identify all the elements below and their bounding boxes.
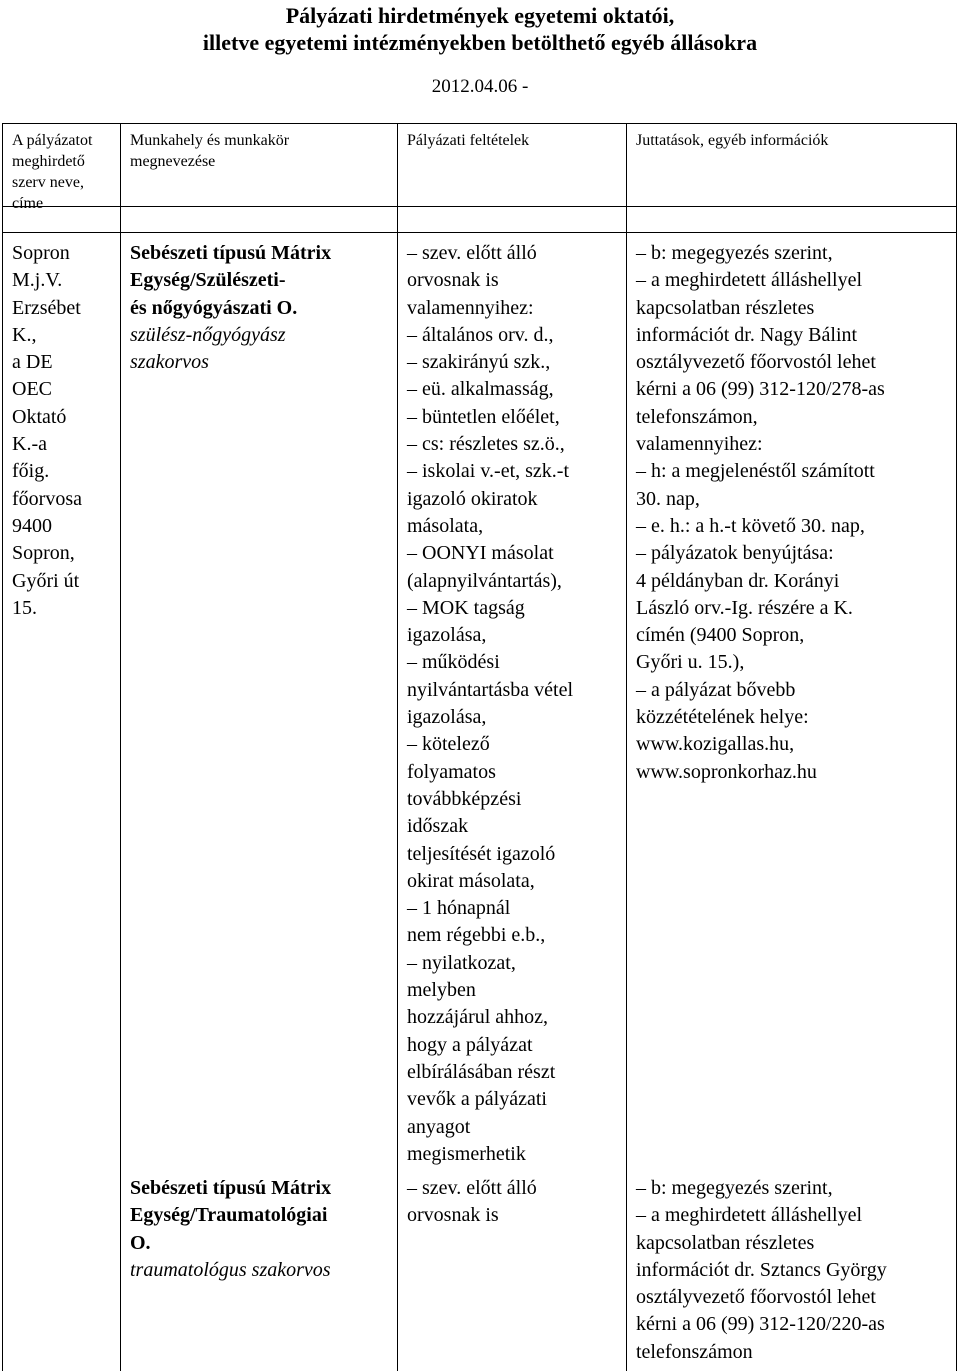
condition-line: – általános orv. d., [407, 323, 554, 346]
benefit-line: – b: megegyezés szerint, [636, 242, 833, 264]
conditions-cell-1 [407, 240, 573, 1168]
condition-line: orvosnak is [407, 269, 499, 292]
header-col-workplace: Munkahely és munkakör megnevezése [130, 132, 290, 170]
condition-line: – kötelező [407, 733, 490, 756]
benefit-line: telefonszámon [636, 1340, 753, 1363]
condition-line: – nyilatkozat, [407, 951, 516, 974]
condition-line: – 1 hónapnál [407, 897, 511, 920]
condition-line: – OONYI másolat [407, 542, 554, 565]
column-divider-2 [397, 123, 398, 1371]
organizer-line: Sopron, [12, 542, 75, 565]
condition-line: teljesítését igazoló [407, 842, 556, 865]
condition-line: igazolása, [407, 624, 487, 647]
organizer-cell [12, 240, 82, 622]
benefit-line: – a meghirdetett álláshellyel [636, 269, 863, 292]
condition-line: nyilvántartásba vétel [407, 678, 574, 701]
benefit-line: – h: a megjelenéstől számított [636, 460, 875, 483]
organizer-line: főig. [12, 460, 50, 483]
benefit-line: információt dr. Sztancs György [636, 1258, 887, 1281]
condition-line: – MOK tagság [407, 596, 525, 619]
condition-line: időszak [407, 815, 469, 838]
benefit-line: valamennyihez: [636, 433, 763, 456]
workplace-cell-2: Sebészeti típusú Mátrix Egység/Traumatológiai O. traumatológus szakorvos [130, 1177, 332, 1281]
condition-line: – iskolai v.-et, szk.-t [407, 460, 570, 483]
organizer-line: főorvosa [12, 487, 82, 510]
header-col-benefits: Juttatások, egyéb információk [636, 132, 829, 149]
benefits-cell-1 [636, 240, 885, 786]
benefit-line: – a pályázat bővebb [636, 678, 796, 701]
condition-line: – büntetlen előélet, [407, 405, 560, 428]
benefit-line: kapcsolatban részletes [636, 1231, 815, 1254]
benefit-line: telefonszámon, [636, 405, 758, 428]
organizer-line: 15. [12, 596, 37, 619]
condition-line: – szakirányú szk., [407, 351, 551, 374]
benefit-line: – b: megegyezés szerint, [636, 1177, 833, 1199]
condition-line: – eü. alkalmasság, [407, 378, 554, 401]
benefit-line: információt dr. Nagy Bálint [636, 323, 858, 346]
title-line-1: Pályázati hirdetmények egyetemi oktatói, [285, 3, 675, 28]
conditions-cell-2 [407, 1175, 537, 1230]
benefit-line: – a meghirdetett álláshellyel [636, 1204, 863, 1227]
condition-line: melyben [407, 979, 476, 1002]
organizer-line: OEC [12, 378, 52, 401]
condition-line: okirat másolata, [407, 869, 535, 892]
condition-line: igazoló okiratok [407, 487, 538, 510]
organizer-line: K.-a [12, 433, 47, 456]
condition-line: továbbképzési [407, 787, 522, 810]
organizer-line: M.j.V. [12, 269, 63, 292]
condition-line: anyagot [407, 1115, 471, 1138]
workplace-cell-1: Sebészeti típusú Mátrix Egység/Szülészeti- és nőgyógyászati O. szülész-nőgyógyász szakorvos [130, 242, 332, 374]
organizer-line: a DE [12, 351, 53, 374]
benefit-line: kapcsolatban részletes [636, 296, 815, 319]
benefit-line: László orv.-Ig. részére a K. [636, 596, 853, 619]
benefit-line: 4 példányban dr. Korányi [636, 569, 840, 592]
column-divider-1 [120, 123, 121, 1371]
benefit-line: Győri u. 15.), [636, 651, 745, 674]
organizer-line: Oktató [12, 405, 67, 428]
condition-line: (alapnyilvántartás), [407, 569, 562, 592]
benefit-line: – pályázatok benyújtása: [636, 542, 834, 565]
benefit-line: osztályvezető főorvostól lehet [636, 351, 876, 374]
benefit-line: kérni a 06 (99) 312-120/278-as [636, 378, 885, 401]
benefit-line: közzétételének helye: [636, 706, 809, 729]
condition-line: orvosnak is [407, 1204, 499, 1227]
benefits-cell-2 [636, 1175, 887, 1366]
benefit-line: www.kozigallas.hu, [636, 733, 795, 756]
organizer-line: Erzsébet [12, 296, 81, 319]
condition-line: hozzájárul ahhoz, [407, 1006, 549, 1029]
condition-line: igazolása, [407, 706, 487, 729]
condition-line: nem régebbi e.b., [407, 924, 546, 947]
condition-line: hogy a pályázat [407, 1033, 533, 1056]
benefit-line: címén (9400 Sopron, [636, 624, 805, 647]
condition-line: – szev. előtt álló [407, 1177, 537, 1199]
organizer-line: K., [12, 323, 37, 346]
condition-line: – működési [407, 651, 500, 674]
condition-line: folyamatos [407, 760, 496, 783]
header-col-organizer: A pályázatot meghirdető szerv neve, címe [12, 132, 93, 212]
organizer-line: 9400 [12, 514, 52, 537]
header-separator-2 [2, 232, 957, 233]
benefit-line: kérni a 06 (99) 312-120/220-as [636, 1313, 885, 1336]
condition-line: megismerhetik [407, 1142, 526, 1165]
title-line-2: illetve egyetemi intézményekben betölthető egyéb állásokra [202, 30, 758, 55]
organizer-line: Győri út [12, 569, 80, 592]
benefit-line: – e. h.: a h.-t követő 30. nap, [636, 514, 865, 537]
condition-line: vevők a pályázati [407, 1088, 547, 1111]
condition-line: – cs: részletes sz.ö., [407, 433, 565, 456]
organizer-line: Sopron [12, 242, 70, 264]
document-date: 2012.04.06 - [431, 76, 529, 97]
header-separator [2, 206, 957, 207]
benefit-line: osztályvezető főorvostól lehet [636, 1286, 876, 1309]
benefit-line: 30. nap, [636, 487, 700, 510]
benefit-line: www.sopronkorhaz.hu [636, 760, 817, 783]
condition-line: – szev. előtt álló [407, 242, 537, 264]
document-title [0, 2, 960, 56]
condition-line: elbírálásában részt [407, 1060, 556, 1083]
header-col-conditions: Pályázati feltételek [407, 132, 530, 149]
column-divider-3 [626, 123, 627, 1371]
condition-line: valamennyihez: [407, 296, 534, 319]
condition-line: másolata, [407, 514, 484, 537]
